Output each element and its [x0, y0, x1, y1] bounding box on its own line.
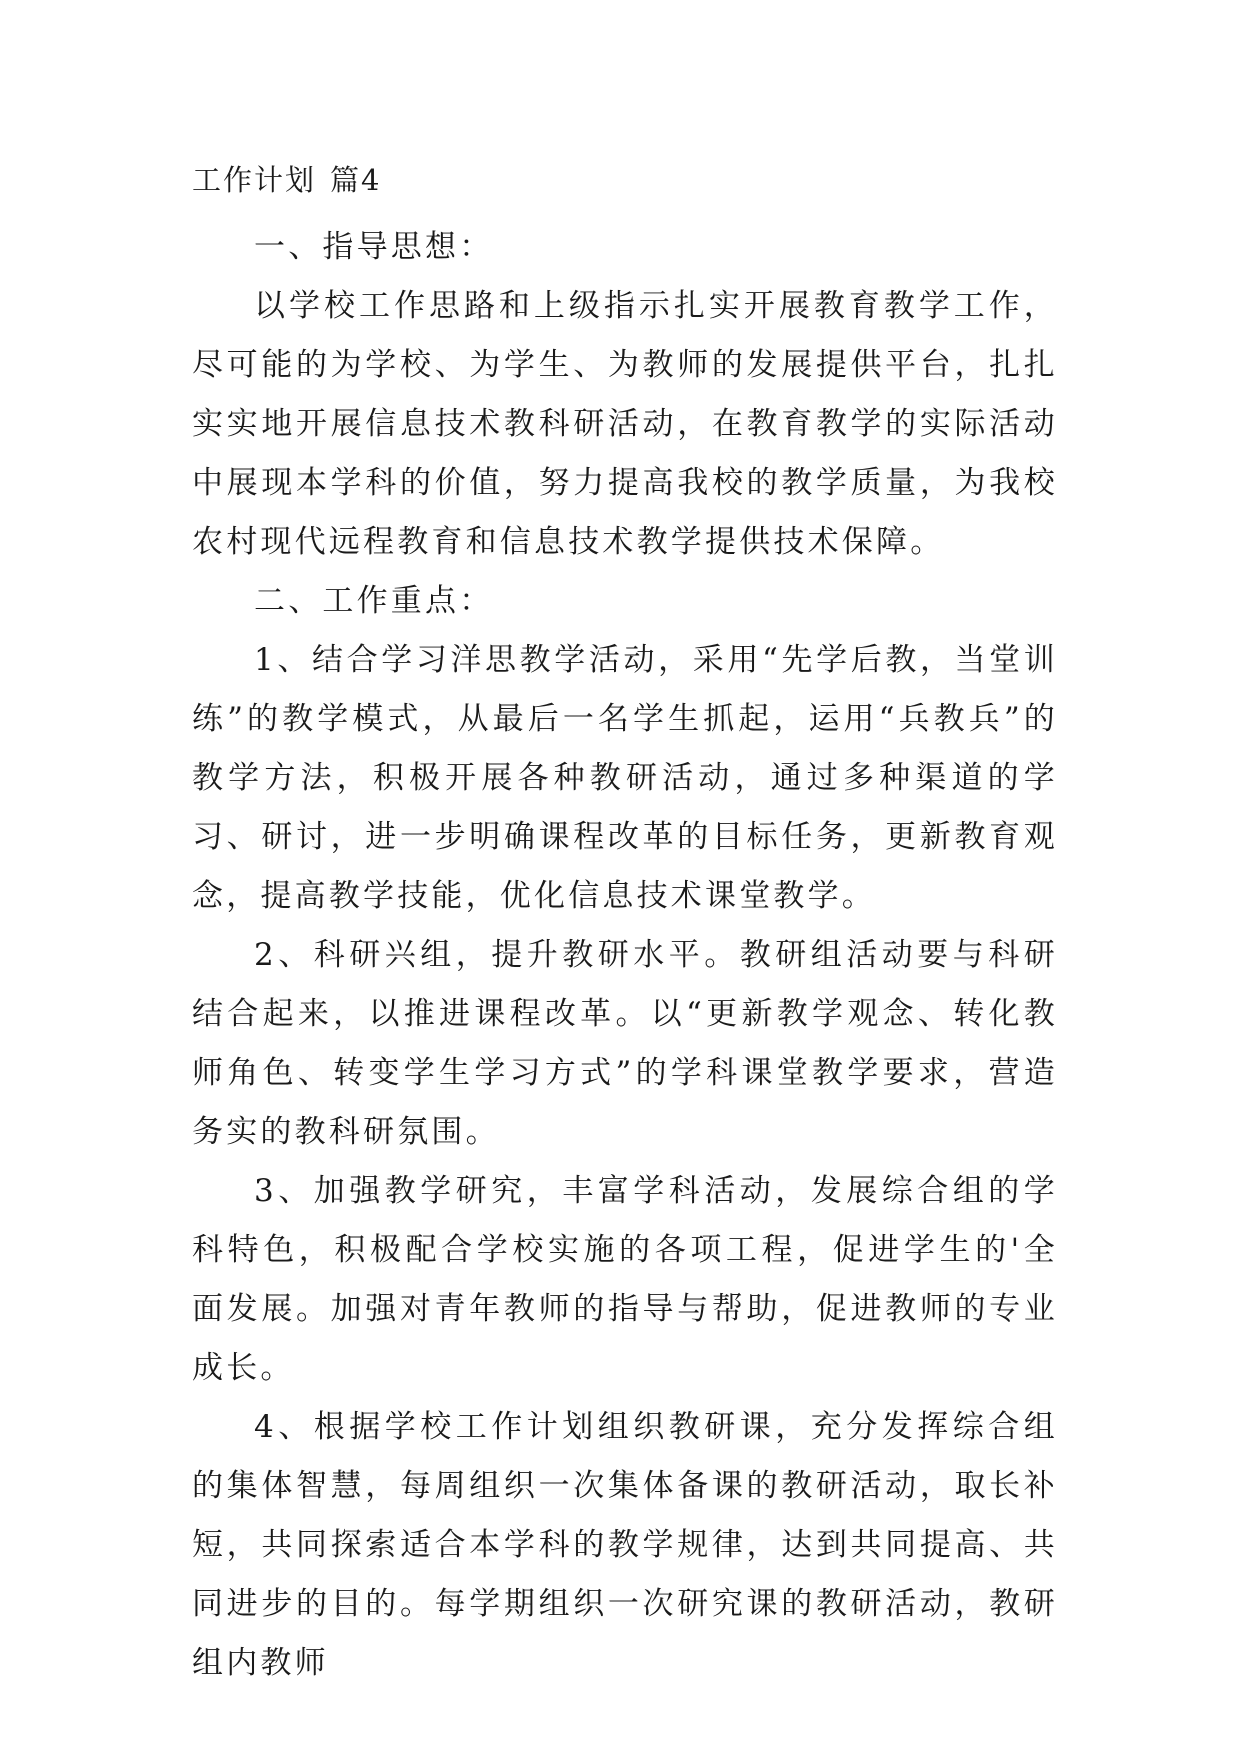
- title-sub: 篇4: [330, 163, 382, 197]
- paragraph-item-2: 2、科研兴组，提升教研水平。教研组活动要与科研结合起来，以推进课程改革。以“更新教学观念、转化教师角色、转变学生学习方式”的学科课堂教学要求，营造务实的教科研氛围。: [192, 937, 1058, 1150]
- document-title: [192, 160, 1058, 200]
- paragraph-item-1: 1、结合学习洋思教学活动，采用“先学后教，当堂训练”的教学模式，从最后一名学生抓起，运用“兵教兵”的教学方法，积极开展各种教研活动，通过多种渠道的学习、研讨，进一步明确课程改革的目标任务，更新教育观念，提高教学技能，优化信息技术课堂教学。: [192, 642, 1058, 914]
- paragraph-item-3: 3、加强教学研究，丰富学科活动，发展综合组的学科特色，积极配合学校实施的各项工程，促进学生的'全面发展。加强对青年教师的指导与帮助，促进教师的专业成长。: [192, 1173, 1058, 1386]
- section-heading-work-focus: 二、工作重点：: [254, 583, 494, 619]
- title-main: 工作计划: [192, 163, 317, 197]
- paragraph-guiding-thought: 以学校工作思路和上级指示扎实开展教育教学工作，尽可能的为学校、为学生、为教师的发展提供平台，扎扎实实地开展信息技术教科研活动，在教育教学的实际活动中展现本学科的价值，努力提高我校的教学质量，为我校农村现代远程教育和信息技术教学提供技术保障。: [192, 288, 1058, 560]
- section-heading-guiding-thought: 一、指导思想：: [254, 229, 494, 265]
- paragraph-item-4: 4、根据学校工作计划组织教研课，充分发挥综合组的集体智慧，每周组织一次集体备课的教研活动，取长补短，共同探索适合本学科的教学规律，达到共同提高、共同进步的目的。每学期组织一次研究课的教研活动，教研组内教师: [192, 1409, 1058, 1681]
- document-page: [192, 160, 1058, 1693]
